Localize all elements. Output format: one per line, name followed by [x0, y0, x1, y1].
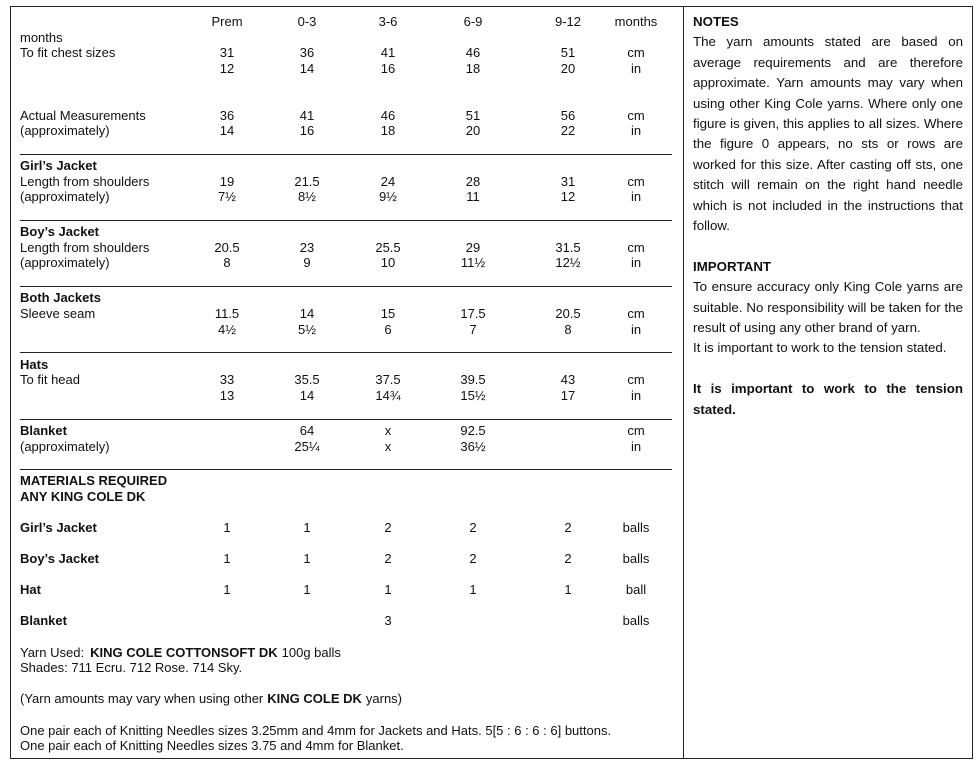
unit-label: cm: [627, 45, 645, 60]
table-cell: 24: [380, 174, 396, 189]
size-header: 6-9: [463, 14, 483, 29]
section-divider: [20, 286, 672, 287]
hats-title: Hats: [20, 357, 49, 372]
table-cell: 6: [384, 322, 392, 337]
unit-label: cm: [627, 174, 645, 189]
table-cell: 20.5: [555, 306, 581, 321]
important-body: To ensure accuracy only King Cole yarns are suitable. No responsibility will be taken for the result of using any other brand of yarn.: [693, 279, 963, 336]
table-cell: 7½: [217, 189, 237, 204]
materials-subtitle: ANY KING COLE DK: [20, 489, 146, 504]
materials-cell: 2: [469, 551, 477, 566]
unit-label: in: [630, 439, 642, 454]
actual-approx-label: (approximately): [20, 123, 110, 138]
size-header: 0-3: [297, 14, 317, 29]
table-cell: 18: [465, 61, 481, 76]
table-cell: 20: [465, 123, 481, 138]
both-jackets-title: Both Jackets: [20, 290, 101, 305]
table-cell: 7: [469, 322, 477, 337]
table-cell: 11½: [460, 255, 486, 270]
needles-line-1: One pair each of Knitting Needles sizes 3.25mm and 4mm for Jackets and Hats. 5[5 : 6 : 6 : 6] buttons.: [20, 723, 612, 738]
table-cell: 9½: [378, 189, 398, 204]
table-cell: 14¾: [375, 388, 401, 403]
unit-label: cm: [627, 108, 645, 123]
section-divider: [20, 469, 672, 470]
months-label: months: [20, 30, 63, 45]
table-cell: 23: [299, 240, 315, 255]
unit-label: cm: [627, 306, 645, 321]
girls-jacket-title: Girl’s Jacket: [20, 158, 97, 173]
girls-length-label: Length from shoulders: [20, 174, 150, 189]
materials-cell: 2: [384, 520, 392, 535]
unit-label: cm: [627, 372, 645, 387]
materials-row-label: Girl’s Jacket: [20, 520, 97, 535]
materials-cell: 1: [223, 520, 231, 535]
table-cell: 64: [299, 423, 315, 438]
materials-unit: balls: [622, 613, 650, 628]
unit-label: cm: [627, 240, 645, 255]
table-cell: 14: [299, 306, 315, 321]
table-cell: x: [384, 439, 392, 454]
table-cell: 46: [380, 108, 396, 123]
materials-unit: balls: [622, 520, 650, 535]
table-cell: 56: [560, 108, 576, 123]
shades-line: Shades: 711 Ecru. 712 Rose. 714 Sky.: [20, 660, 243, 675]
table-cell: 5½: [297, 322, 317, 337]
important-line: It is important to work to the tension stated.: [693, 340, 947, 356]
table-cell: 8: [223, 255, 231, 270]
yarn-used-line: [20, 645, 341, 661]
table-cell: 51: [560, 45, 576, 60]
materials-cell: 1: [303, 520, 311, 535]
table-cell: 14: [299, 388, 315, 403]
table-cell: 28: [465, 174, 481, 189]
yarn-used-prefix: Yarn Used:: [20, 645, 85, 660]
table-cell: 14: [299, 61, 315, 76]
section-divider: [20, 220, 672, 221]
table-cell: 43: [560, 372, 576, 387]
girls-approx-label: (approximately): [20, 189, 110, 204]
materials-cell: 1: [469, 582, 477, 597]
materials-cell: 1: [384, 582, 392, 597]
materials-unit: balls: [622, 551, 650, 566]
table-cell: 16: [299, 123, 315, 138]
important-bold: It is important to work to the tension stated.: [693, 381, 963, 417]
table-cell: 36: [219, 108, 235, 123]
column-divider: [683, 6, 684, 759]
notes-panel: [693, 12, 963, 420]
table-cell: 9: [303, 255, 311, 270]
table-cell: 15½: [460, 388, 486, 403]
boys-length-label: Length from shoulders: [20, 240, 150, 255]
table-cell: 15: [380, 306, 396, 321]
vary-prefix: (Yarn amounts may vary when using other: [20, 691, 264, 706]
vary-suffix: yarns): [365, 691, 403, 706]
table-cell: 8: [564, 322, 572, 337]
table-cell: 29: [465, 240, 481, 255]
table-cell: 18: [380, 123, 396, 138]
table-cell: 92.5: [460, 423, 486, 438]
section-divider: [20, 419, 672, 420]
table-cell: 36½: [460, 439, 486, 454]
table-cell: 17: [560, 388, 576, 403]
materials-cell: 3: [384, 613, 392, 628]
boys-approx-label: (approximately): [20, 255, 110, 270]
table-cell: 21.5: [294, 174, 320, 189]
unit-header: months: [614, 14, 658, 29]
table-cell: 31.5: [555, 240, 581, 255]
materials-unit: ball: [625, 582, 647, 597]
table-cell: 16: [380, 61, 396, 76]
materials-cell: 1: [303, 582, 311, 597]
needles-line-2: One pair each of Knitting Needles sizes 3.75 and 4mm for Blanket.: [20, 738, 404, 753]
blanket-approx-label: (approximately): [20, 439, 110, 454]
materials-cell: 2: [469, 520, 477, 535]
yarn-weight: 100g balls: [281, 645, 341, 660]
table-cell: 20: [560, 61, 576, 76]
table-cell: 37.5: [375, 372, 401, 387]
table-cell: 19: [219, 174, 235, 189]
yarn-name: KING COLE COTTONSOFT DK: [90, 645, 278, 660]
materials-cell: 1: [303, 551, 311, 566]
table-cell: 10: [380, 255, 396, 270]
unit-label: in: [630, 189, 642, 204]
sleeve-seam-label: Sleeve seam: [20, 306, 96, 321]
table-cell: 12½: [555, 255, 581, 270]
fit-head-label: To fit head: [20, 372, 80, 387]
materials-row-label: Blanket: [20, 613, 67, 628]
table-cell: 41: [380, 45, 396, 60]
table-cell: 31: [219, 45, 235, 60]
materials-title: MATERIALS REQUIRED: [20, 473, 168, 488]
table-cell: 36: [299, 45, 315, 60]
table-cell: 13: [219, 388, 235, 403]
table-cell: 33: [219, 372, 235, 387]
materials-cell: 1: [223, 582, 231, 597]
unit-label: in: [630, 388, 642, 403]
boys-jacket-title: Boy’s Jacket: [20, 224, 100, 239]
table-cell: 11: [466, 189, 480, 204]
materials-row-label: Boy’s Jacket: [20, 551, 100, 566]
table-cell: 22: [560, 123, 576, 138]
unit-label: in: [630, 61, 642, 76]
table-cell: 46: [465, 45, 481, 60]
materials-cell: 1: [564, 582, 572, 597]
table-cell: 25.5: [375, 240, 401, 255]
materials-cell: 1: [223, 551, 231, 566]
table-cell: 35.5: [294, 372, 320, 387]
size-header: Prem: [211, 14, 243, 29]
vary-bold: KING COLE DK: [267, 691, 362, 706]
table-cell: 12: [560, 189, 576, 204]
unit-label: in: [630, 123, 642, 138]
actual-label: Actual Measurements: [20, 108, 146, 123]
notes-title: NOTES: [693, 14, 739, 29]
table-cell: 4½: [217, 322, 237, 337]
unit-label: in: [630, 255, 642, 270]
table-cell: 14: [219, 123, 235, 138]
table-cell: 20.5: [214, 240, 240, 255]
table-cell: x: [384, 423, 392, 438]
unit-label: cm: [627, 423, 645, 438]
blanket-title: Blanket: [20, 423, 67, 438]
materials-cell: 2: [384, 551, 392, 566]
unit-label: in: [630, 322, 642, 337]
table-cell: 11.5: [214, 306, 240, 321]
chest-label: To fit chest sizes: [20, 45, 116, 60]
table-cell: 12: [219, 61, 235, 76]
important-title: IMPORTANT: [693, 258, 772, 274]
table-cell: 25¼: [294, 439, 320, 454]
materials-cell: 2: [564, 520, 572, 535]
table-cell: 51: [465, 108, 481, 123]
table-cell: 31: [560, 174, 576, 189]
table-cell: 8½: [297, 189, 317, 204]
section-divider: [20, 352, 672, 353]
table-cell: 17.5: [460, 306, 486, 321]
notes-body: The yarn amounts stated are based on average requirements and are therefore approximate. Yarn amounts may vary when using other King Cole yarns. Where only one figure is given, this applies to all sizes. Where the figure 0 appears, no sts or rows are worked for this size. After casting off sts, one stitch will remain on the right hand needle which is not included in the instructions that follow.: [693, 34, 963, 234]
table-cell: 39.5: [460, 372, 486, 387]
size-header: 9-12: [554, 14, 582, 29]
materials-cell: 2: [564, 551, 572, 566]
section-divider: [20, 154, 672, 155]
size-header: 3-6: [378, 14, 398, 29]
table-cell: 41: [299, 108, 315, 123]
yarn-vary-line: [20, 691, 402, 707]
materials-row-label: Hat: [20, 582, 41, 597]
